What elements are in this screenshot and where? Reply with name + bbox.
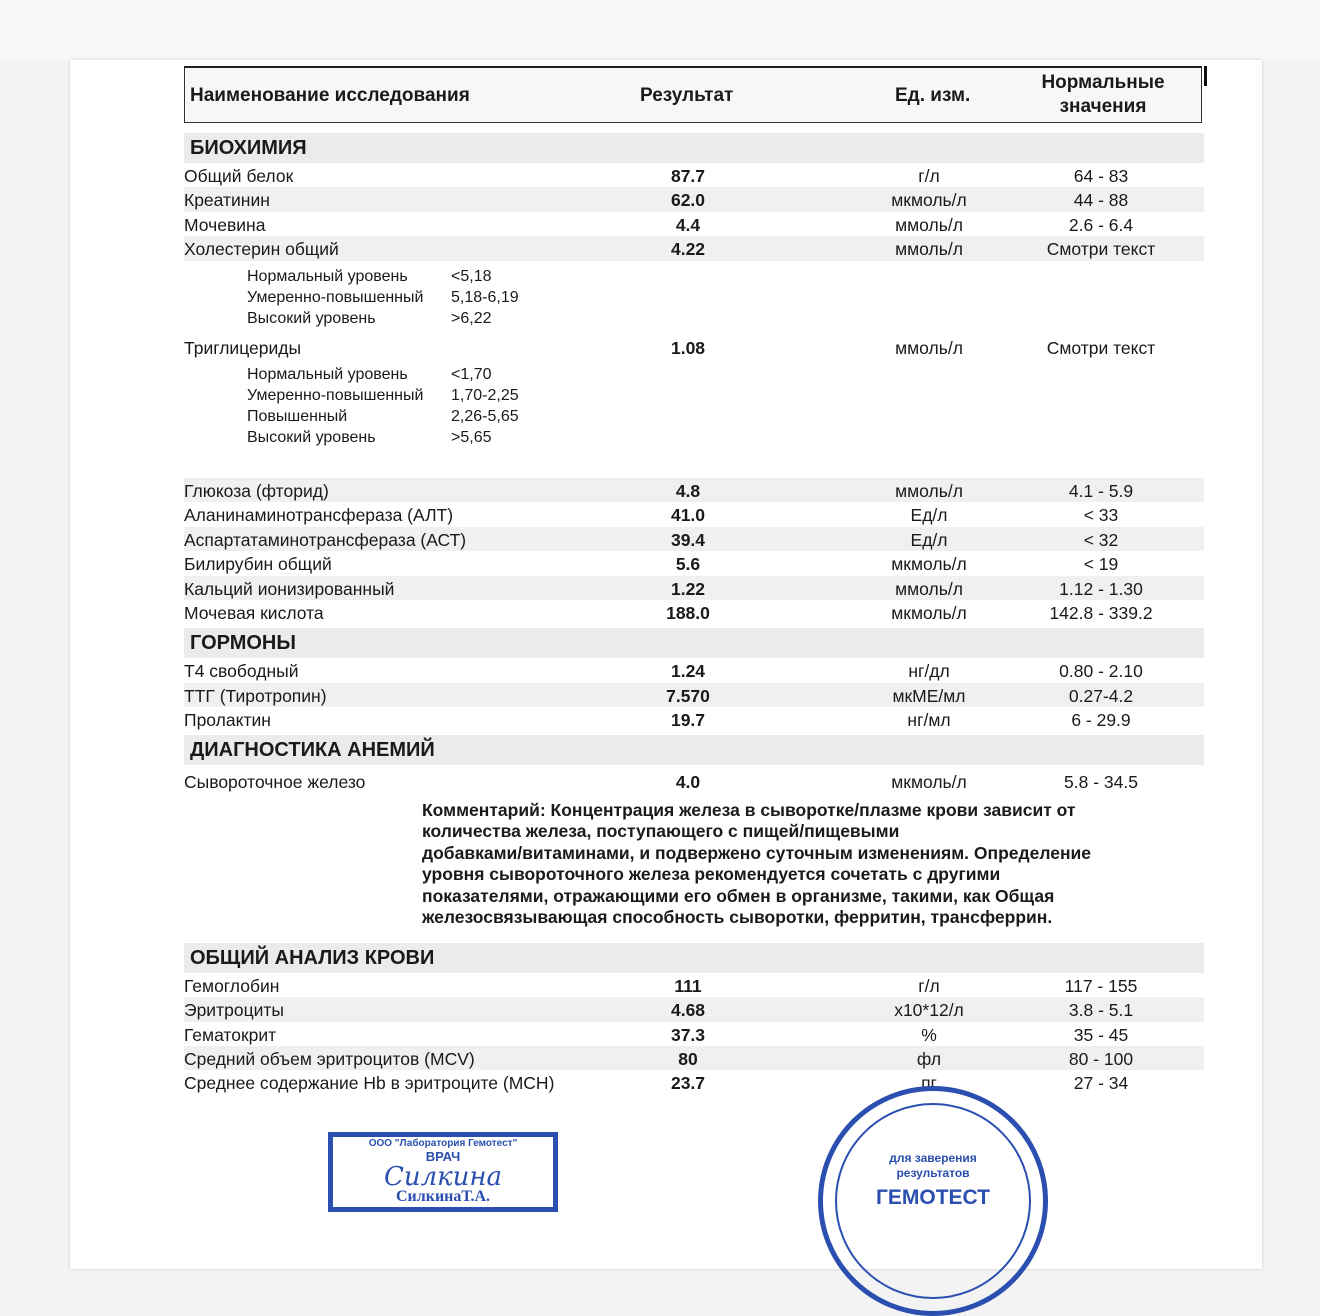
test-unit: г/л xyxy=(918,975,940,996)
table-row xyxy=(184,551,1204,575)
reference-line xyxy=(184,427,1204,448)
table-header xyxy=(184,66,1202,123)
test-name: Триглицериды xyxy=(184,337,302,358)
test-name: Общий белок xyxy=(184,166,294,186)
test-name: Кальций ионизированный xyxy=(184,578,395,599)
reference-line xyxy=(184,266,1204,287)
test-unit: ммоль/л xyxy=(895,239,963,260)
test-result: 4.68 xyxy=(670,1000,706,1021)
reference-label: Умеренно-повышенный xyxy=(247,386,424,404)
test-result: 1.08 xyxy=(670,337,706,358)
anemia-rows xyxy=(184,769,1204,793)
test-result: 188.0 xyxy=(666,602,710,623)
test-norm: < 32 xyxy=(1083,529,1119,550)
test-unit: ммоль/л xyxy=(895,337,963,358)
triglycerides-row-wrap xyxy=(184,335,1204,359)
reference-value: 2,26-5,65 xyxy=(451,407,519,425)
biochemistry-rows xyxy=(184,163,1204,261)
table-row xyxy=(184,335,1204,359)
test-name: Мочевая кислота xyxy=(184,602,324,623)
table-row xyxy=(184,769,1204,793)
test-unit: ммоль/л xyxy=(895,578,963,599)
test-result: 80 xyxy=(678,1049,698,1070)
test-name: Креатинин xyxy=(184,190,270,211)
comment-line: уровня сывороточного железа рекомендуется сочетать с другими xyxy=(422,864,1001,885)
comment-line: показателями, отражающими его обмен в организме, такими, как Общая xyxy=(422,885,1055,906)
test-result: 62.0 xyxy=(670,190,706,211)
test-name: Гематокрит xyxy=(184,1024,277,1045)
viewer-top-bar xyxy=(0,0,1320,60)
comment-line: добавками/витаминами, и подвержено суточным изменениям. Определение xyxy=(422,842,1092,863)
doctor-stamp xyxy=(328,1132,558,1212)
table-row xyxy=(184,658,1204,682)
doctor-signature: Силкина xyxy=(383,1162,503,1192)
test-unit: ммоль/л xyxy=(895,480,963,501)
test-name: Т4 свободный xyxy=(184,661,299,682)
test-unit: мкмоль/л xyxy=(891,554,967,575)
table-row xyxy=(184,163,1204,187)
test-result: 4.8 xyxy=(675,480,701,501)
test-unit: мкмоль/л xyxy=(891,602,967,623)
table-row xyxy=(184,187,1204,211)
reference-line xyxy=(184,287,1204,308)
hormones-rows xyxy=(184,658,1204,731)
test-result: 111 xyxy=(674,975,702,996)
test-norm: Смотри текст xyxy=(1046,239,1156,260)
section-title-cbc: ОБЩИЙ АНАЛИЗ КРОВИ xyxy=(184,943,1204,973)
reference-label: Нормальный уровень xyxy=(247,267,408,285)
test-name: Гемоглобин xyxy=(184,975,280,996)
test-norm: 2.6 - 6.4 xyxy=(1068,214,1134,235)
test-unit: Ед/л xyxy=(910,529,948,550)
test-result: 1.22 xyxy=(670,578,706,599)
reference-line xyxy=(184,364,1204,385)
test-result: 4.4 xyxy=(675,214,701,235)
lab-report xyxy=(184,66,1204,1095)
lab-stamp-text-1: для заверения xyxy=(889,1151,977,1165)
cholesterol-reference xyxy=(184,261,1204,335)
test-norm: 6 - 29.9 xyxy=(1071,710,1131,731)
test-name: Пролактин xyxy=(184,710,271,731)
test-unit: нг/мл xyxy=(907,710,951,731)
test-norm: 44 - 88 xyxy=(1073,190,1129,211)
test-norm: Смотри текст xyxy=(1046,337,1156,358)
section-title-hormones: ГОРМОНЫ xyxy=(184,628,1204,658)
header-corner-mark xyxy=(1204,66,1207,86)
header-unit: Ед. изм. xyxy=(895,85,971,106)
test-unit: фл xyxy=(916,1049,942,1070)
test-norm: 4.1 - 5.9 xyxy=(1068,480,1134,501)
reference-value: <1,70 xyxy=(451,365,492,383)
comment-line: количества железа, поступающего с пищей/пищевыми xyxy=(422,821,900,842)
test-unit: г/л xyxy=(918,166,940,186)
test-name: Среднее содержание Hb в эритроците (MCH) xyxy=(184,1073,555,1094)
reference-value: <5,18 xyxy=(451,267,492,285)
test-name: ТТГ (Тиротропин) xyxy=(184,685,327,706)
test-unit: нг/дл xyxy=(908,661,950,682)
table-row xyxy=(184,973,1204,997)
test-name: Средний объем эритроцитов (MCV) xyxy=(184,1049,475,1070)
test-result: 4.0 xyxy=(675,772,701,793)
test-name: Мочевина xyxy=(184,214,266,235)
test-norm: 35 - 45 xyxy=(1073,1024,1129,1045)
section-title-biochemistry: БИОХИМИЯ xyxy=(184,133,1204,163)
test-result: 19.7 xyxy=(670,710,706,731)
table-row xyxy=(184,1070,1204,1094)
test-name: Сывороточное железо xyxy=(184,772,366,793)
reference-label: Высокий уровень xyxy=(247,428,376,446)
header-norm xyxy=(1005,71,1201,119)
test-norm: < 19 xyxy=(1083,554,1119,575)
table-row xyxy=(184,600,1204,624)
table-row xyxy=(184,236,1204,260)
header-norm-line2: значения xyxy=(1059,96,1147,117)
table-row xyxy=(184,1022,1204,1046)
comment-line: железосвязывающая способность сыворотки, ферритин, трансферрин. xyxy=(422,907,1053,928)
reference-value: 1,70-2,25 xyxy=(451,386,519,404)
test-result: 5.6 xyxy=(675,554,701,575)
test-norm: 3.8 - 5.1 xyxy=(1068,1000,1134,1021)
reference-line xyxy=(184,406,1204,427)
test-name: Холестерин общий xyxy=(184,239,339,260)
header-norm-line1: Нормальные xyxy=(1041,72,1165,93)
test-unit: мкмоль/л xyxy=(891,190,967,211)
test-norm: 142.8 - 339.2 xyxy=(1049,602,1153,623)
test-norm: 0.80 - 2.10 xyxy=(1059,661,1143,682)
header-result: Результат xyxy=(640,85,734,106)
test-name: Аспартатаминотрансфераза (АСТ) xyxy=(184,529,467,550)
biochemistry-rows-2 xyxy=(184,478,1204,624)
table-row xyxy=(184,478,1204,502)
reference-label: Нормальный уровень xyxy=(247,365,408,383)
test-norm: 5.8 - 34.5 xyxy=(1064,772,1138,793)
test-unit: пг xyxy=(921,1073,937,1094)
test-norm: 64 - 83 xyxy=(1073,166,1129,186)
test-unit: Ед/л xyxy=(910,505,948,526)
section-title-anemia: ДИАГНОСТИКА АНЕМИЙ xyxy=(184,735,1204,765)
lab-round-stamp xyxy=(818,1086,1048,1316)
reference-value: 5,18-6,19 xyxy=(451,288,519,306)
header-name: Наименование исследования xyxy=(190,85,470,106)
doctor-stamp-name: СилкинаТ.А. xyxy=(395,1188,491,1205)
test-norm: 27 - 34 xyxy=(1073,1073,1129,1094)
reference-value: >6,22 xyxy=(451,309,492,327)
test-name: Аланинаминотрансфераза (АЛТ) xyxy=(184,505,454,526)
document-page xyxy=(70,60,1262,1269)
cbc-rows xyxy=(184,973,1204,1095)
triglycerides-reference xyxy=(184,359,1204,478)
test-norm: 1.12 - 1.30 xyxy=(1059,578,1143,599)
table-row xyxy=(184,707,1204,731)
doctor-stamp-org: ООО "Лаборатория Гемотест" xyxy=(368,1138,518,1149)
comment-line: Комментарий: Концентрация железа в сыворотке/плазме крови зависит от xyxy=(422,799,1076,820)
lab-stamp-text-2: результатов xyxy=(896,1166,970,1180)
reference-label: Повышенный xyxy=(247,407,348,425)
test-norm: < 33 xyxy=(1083,505,1119,526)
test-unit: х10*12/л xyxy=(894,1000,964,1021)
test-norm: 0.27-4.2 xyxy=(1068,685,1134,706)
table-row xyxy=(184,683,1204,707)
test-result: 4.22 xyxy=(670,239,706,260)
table-row xyxy=(184,1046,1204,1070)
reference-line xyxy=(184,385,1204,406)
test-unit: мкмоль/л xyxy=(891,772,967,793)
test-result: 87.7 xyxy=(670,166,706,186)
test-norm: 117 - 155 xyxy=(1064,975,1138,996)
table-row xyxy=(184,502,1204,526)
test-unit: ммоль/л xyxy=(895,214,963,235)
table-row xyxy=(184,576,1204,600)
lab-stamp-logo: ГЕМОТЕСТ xyxy=(875,1186,991,1209)
table-row xyxy=(184,212,1204,236)
test-norm: 80 - 100 xyxy=(1068,1049,1134,1070)
reference-label: Умеренно-повышенный xyxy=(247,288,424,306)
reference-line xyxy=(184,308,1204,329)
test-result: 39.4 xyxy=(670,529,706,550)
lab-stamp-text xyxy=(823,1151,1043,1181)
test-result: 41.0 xyxy=(670,505,706,526)
iron-comment xyxy=(422,794,1182,939)
reference-value: >5,65 xyxy=(451,428,492,446)
test-result: 37.3 xyxy=(670,1024,706,1045)
doctor-stamp-role: ВРАЧ xyxy=(425,1149,461,1164)
test-result: 23.7 xyxy=(670,1073,706,1094)
table-row xyxy=(184,997,1204,1021)
test-unit: % xyxy=(921,1024,937,1045)
test-name: Билирубин общий xyxy=(184,554,332,575)
test-unit: мкМЕ/мл xyxy=(892,685,966,706)
reference-label: Высокий уровень xyxy=(247,309,376,327)
test-name: Глюкоза (фторид) xyxy=(184,480,329,501)
test-result: 1.24 xyxy=(670,661,706,682)
table-row xyxy=(184,527,1204,551)
test-result: 7.570 xyxy=(666,685,710,706)
test-name: Эритроциты xyxy=(184,1000,284,1021)
